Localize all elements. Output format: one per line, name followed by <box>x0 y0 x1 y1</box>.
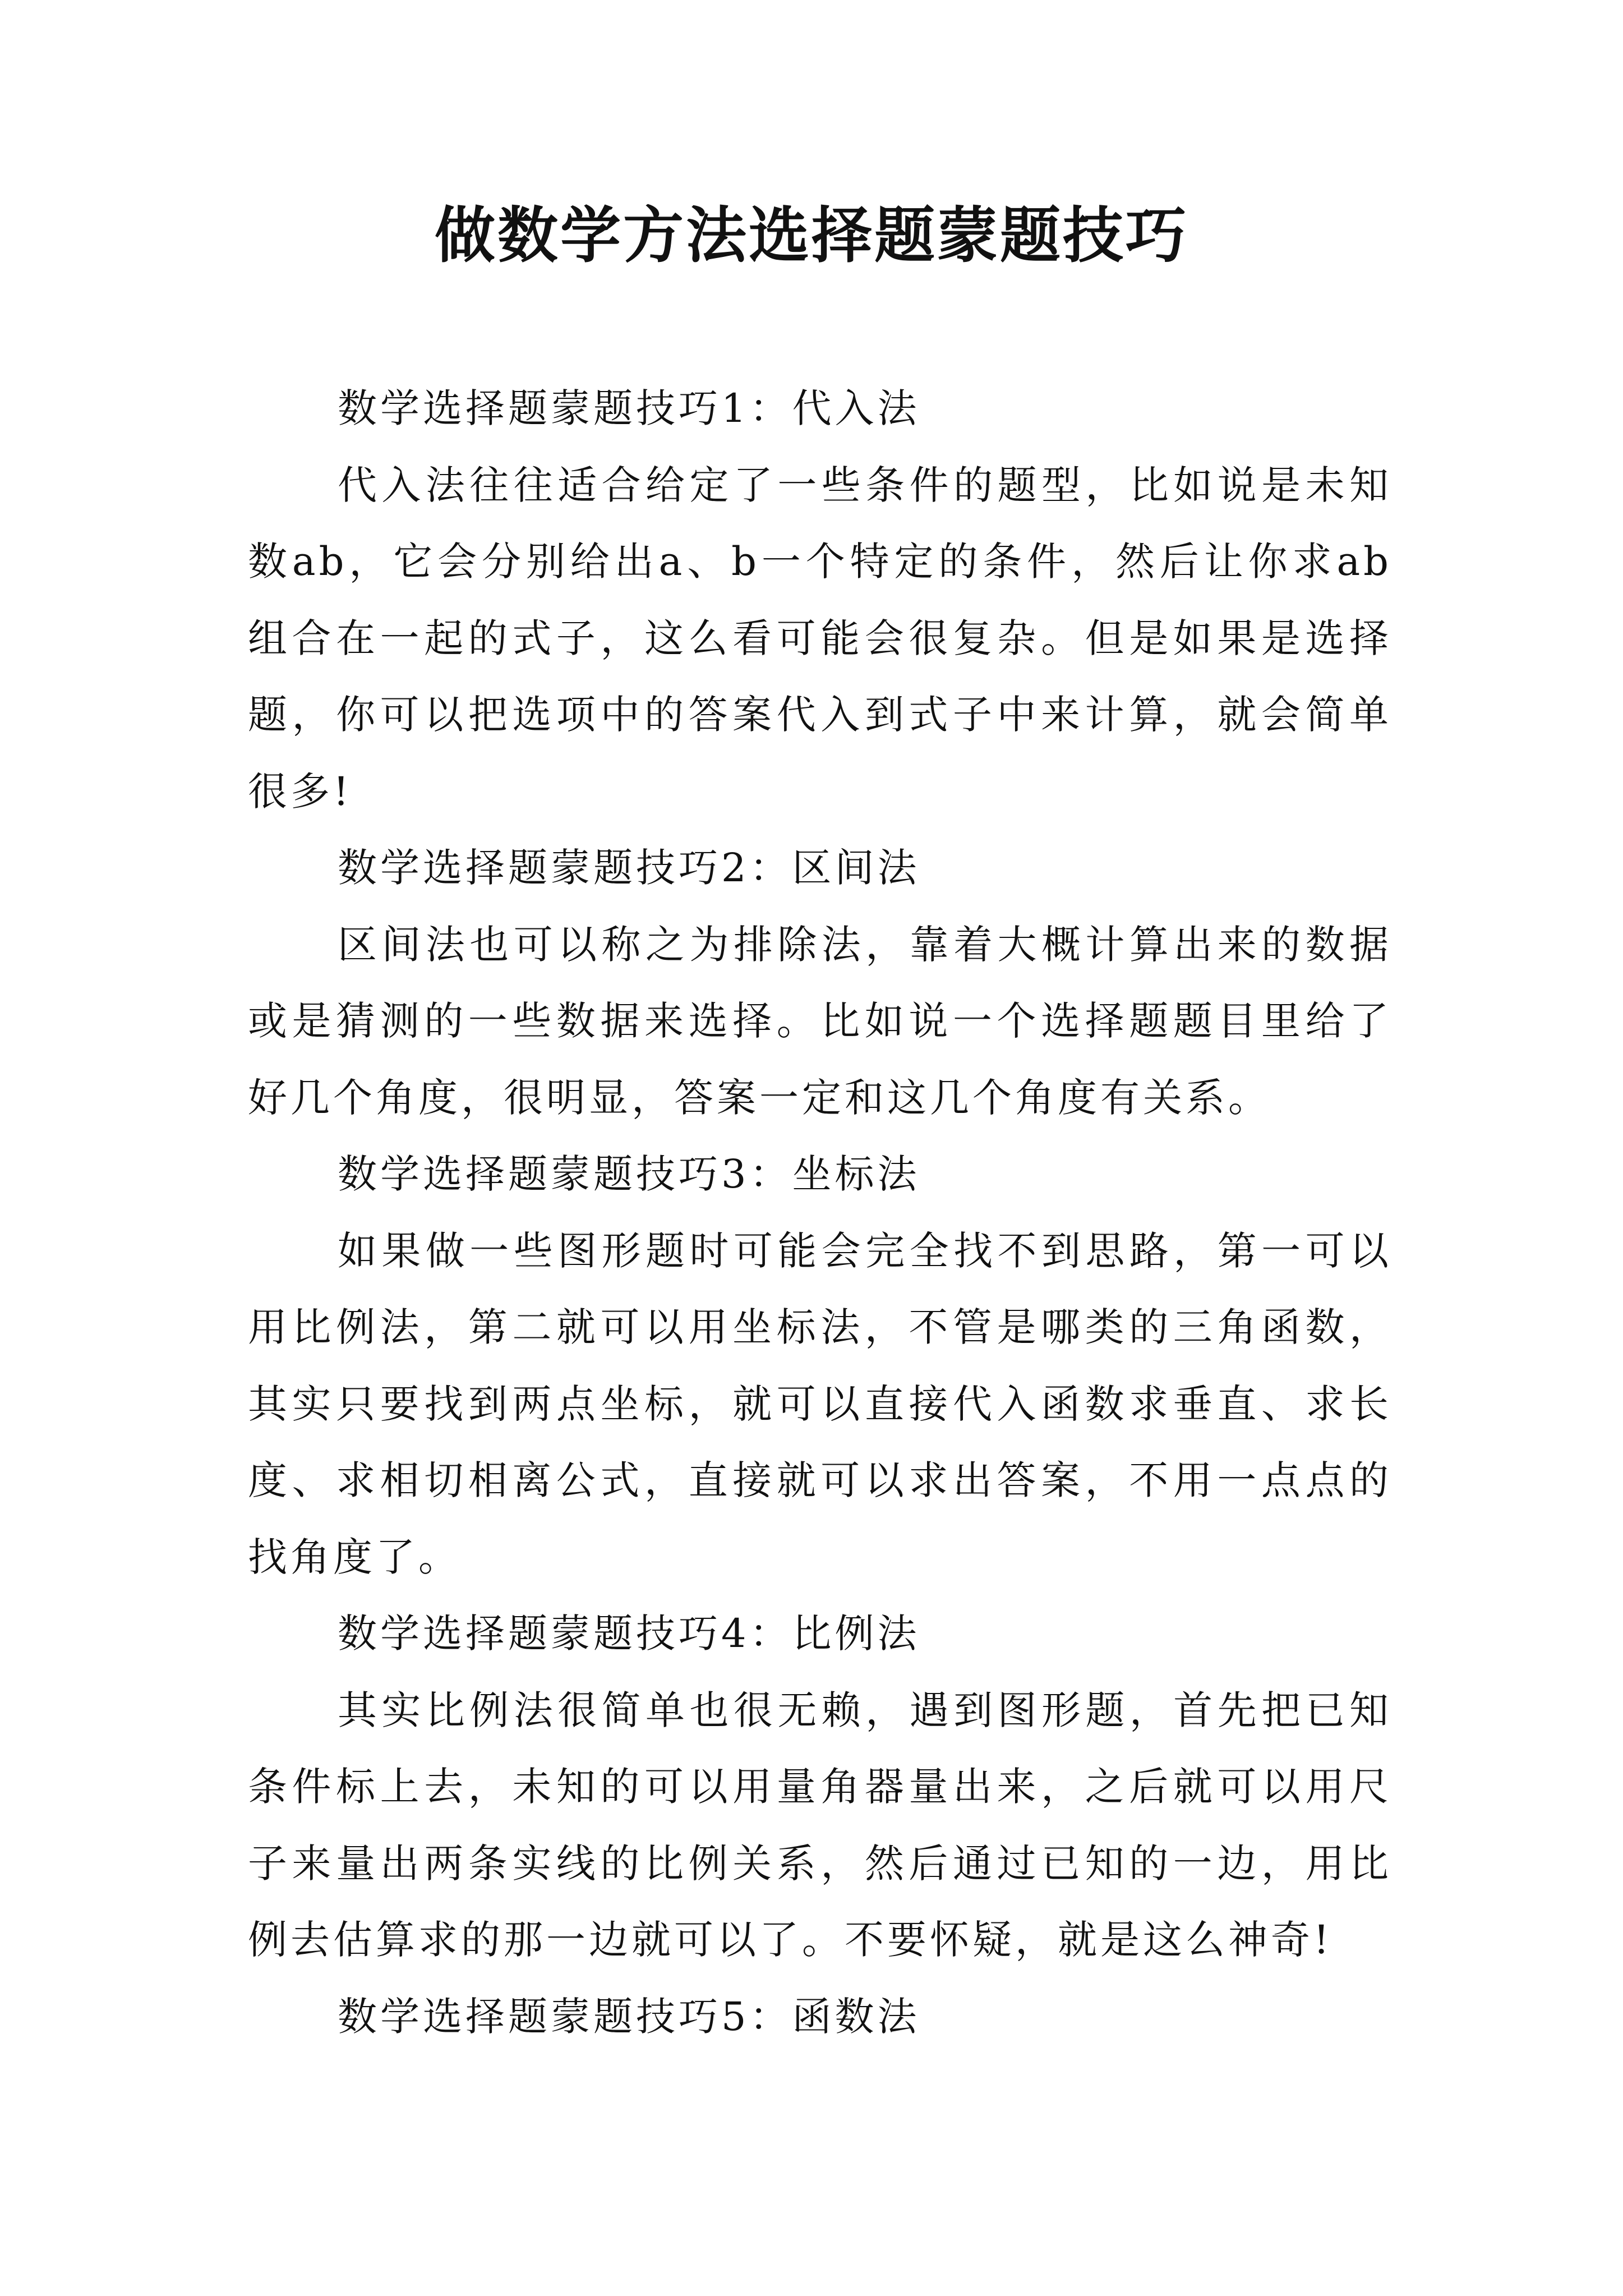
document-title: 做数学方法选择题蒙题技巧 <box>434 200 1188 271</box>
section-heading-3: 数学选择题蒙题技巧3：坐标法 <box>338 1151 920 1197</box>
paragraph-2: 区间法也可以称之为排除法，靠着大概计算出来的数据或是猜测的一些数据来选择。比如说一个选择题题目里给了好几个角度，很明显，答案一定和这几个角度有关系。 <box>248 921 1392 1121</box>
document-body <box>248 370 1392 2055</box>
section-heading-1: 数学选择题蒙题技巧1：代入法 <box>338 385 920 431</box>
section-heading-2: 数学选择题蒙题技巧2：区间法 <box>338 845 920 891</box>
paragraph-3: 如果做一些图形题时可能会完全找不到思路，第一可以用比例法，第二就可以用坐标法，不管是哪类的三角函数，其实只要找到两点坐标，就可以直接代入函数求垂直、求长度、求相切相离公式，直接就可以求出答案，不用一点点的找角度了。 <box>248 1227 1392 1580</box>
paragraph-1: 代入法往往适合给定了一些条件的题型，比如说是未知数ab，它会分别给出a、b一个特定的条件，然后让你求ab组合在一起的式子，这么看可能会很复杂。但是如果是选择题，你可以把选项中的答案代入到式子中来计算，就会简单很多! <box>248 462 1392 815</box>
paragraph-4: 其实比例法很简单也很无赖，遇到图形题，首先把已知条件标上去，未知的可以用量角器量出来，之后就可以用尺子来量出两条实线的比例关系，然后通过已知的一边，用比例去估算求的那一边就可以了。不要怀疑，就是这么神奇! <box>248 1687 1392 1963</box>
section-heading-4: 数学选择题蒙题技巧4：比例法 <box>338 1611 920 1657</box>
section-heading-5: 数学选择题蒙题技巧5：函数法 <box>338 1993 920 2040</box>
